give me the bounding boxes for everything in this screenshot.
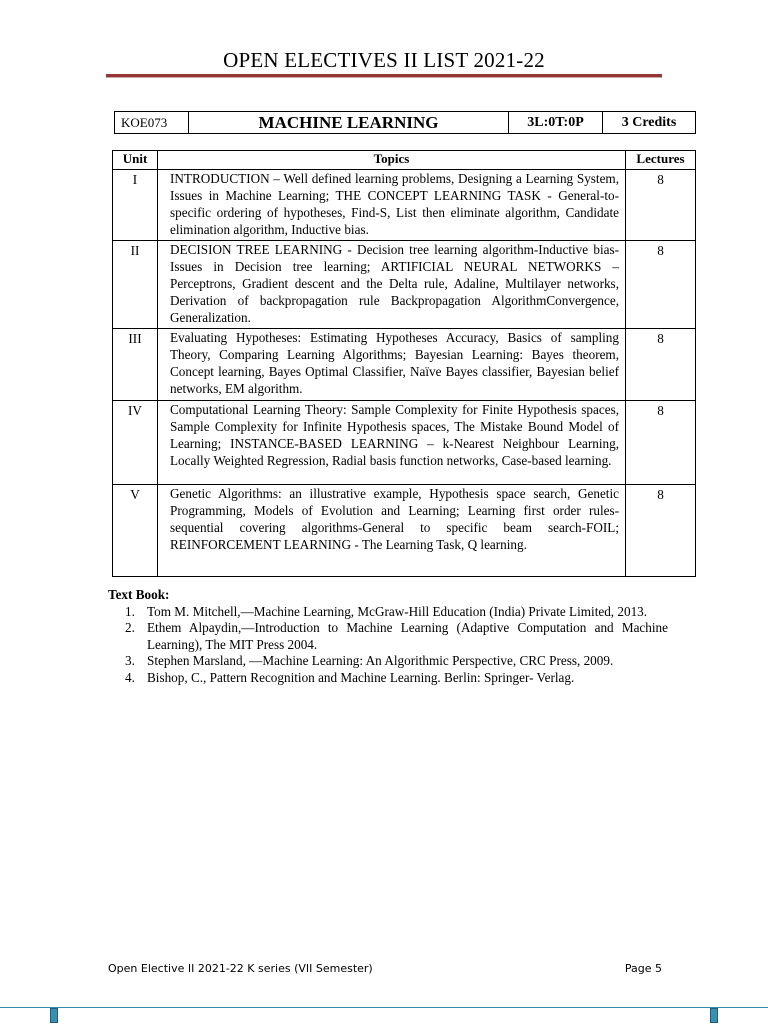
course-name: MACHINE LEARNING: [189, 112, 509, 134]
left-corner-mark: [50, 1008, 58, 1023]
right-corner-mark: [710, 1008, 718, 1023]
list-item-number: 4.: [125, 669, 135, 685]
unit-lectures: 8: [626, 401, 696, 485]
footer-divider: [0, 1007, 768, 1008]
title-divider: [106, 74, 662, 78]
list-item-text: Stephen Marsland, ―Machine Learning: An Algorithmic Perspective, CRC Press, 2009.: [147, 653, 614, 669]
textbook-list: [108, 604, 668, 687]
unit-topics: INTRODUCTION – Well defined learning problems, Designing a Learning System, Issues in Machine Learning; THE CONCEPT LEARNING TASK - General-to-specific ordering of hypotheses, Find-S, List then eliminate algorithm, Candidate elimination algorithm, Inductive bias.: [158, 170, 626, 241]
list-item-text: Ethem Alpaydin,―Introduction to Machine Learning (Adaptive Computation and Machine Learning), The MIT Press 2004.: [147, 620, 668, 652]
table-row: [113, 329, 696, 401]
unit-topics: Genetic Algorithms: an illustrative example, Hypothesis space search, Genetic Programming, Models of Evolution and Learning; Learning first order rules- sequential covering algorithms-General to specific beam search-FOIL; REINFORCEMENT LEARNING - The Learning Task, Q learning.: [158, 485, 626, 577]
list-item-number: 3.: [125, 653, 135, 669]
page-number: Page 5: [624, 962, 662, 975]
syllabus-table: [112, 150, 696, 577]
unit-topics: Evaluating Hypotheses: Estimating Hypotheses Accuracy, Basics of sampling Theory, Comparing Learning Algorithms; Bayesian Learning: Bayes theorem, Concept learning, Bayes Optimal Classifier, Naïve Bayes classifier, Bayesian belief networks, EM algorithm.: [158, 329, 626, 401]
column-header-lectures: Lectures: [626, 151, 696, 170]
list-item: [108, 620, 668, 653]
table-row: [113, 170, 696, 241]
course-info-table: [114, 111, 696, 134]
table-row: [113, 401, 696, 485]
course-code: KOE073: [115, 112, 189, 134]
unit-number: V: [113, 485, 158, 577]
footer-series: Open Elective II 2021-22 K series (VII Semester): [108, 962, 373, 975]
column-header-topics: Topics: [158, 151, 626, 170]
list-item-number: 2.: [125, 620, 135, 636]
course-credits: 3 Credits: [603, 112, 696, 134]
unit-lectures: 8: [626, 485, 696, 577]
unit-number: IV: [113, 401, 158, 485]
textbook-heading: Text Book:: [108, 587, 170, 602]
column-header-unit: Unit: [113, 151, 158, 170]
unit-topics: Computational Learning Theory: Sample Complexity for Finite Hypothesis spaces, Sample Complexity for Infinite Hypothesis spaces, The Mistake Bound Model of Learning; INSTANCE-BASED LEARNING – k-Nearest Neighbour Learning, Locally Weighted Regression, Radial basis function networks, Case-based learning.: [158, 401, 626, 485]
list-item: [108, 653, 668, 670]
course-ltp: 3L:0T:0P: [509, 112, 603, 134]
list-item-text: Bishop, C., Pattern Recognition and Machine Learning. Berlin: Springer- Verlag.: [147, 669, 575, 685]
list-item-text: Tom M. Mitchell,―Machine Learning, McGraw-Hill Education (India) Private Limited, 2013.: [147, 603, 648, 619]
table-row: [113, 485, 696, 577]
course-info-row: [115, 112, 696, 134]
table-row: [113, 241, 696, 329]
list-item: [108, 670, 668, 687]
unit-lectures: 8: [626, 241, 696, 329]
list-item-number: 1.: [125, 603, 135, 619]
unit-number: II: [113, 241, 158, 329]
unit-number: III: [113, 329, 158, 401]
page-title: OPEN ELECTIVES II LIST 2021-22: [223, 48, 545, 72]
list-item: [108, 604, 668, 621]
unit-lectures: 8: [626, 329, 696, 401]
textbook-section: [108, 587, 668, 687]
unit-lectures: 8: [626, 170, 696, 241]
unit-number: I: [113, 170, 158, 241]
syllabus-header-row: [113, 151, 696, 170]
unit-topics: DECISION TREE LEARNING - Decision tree learning algorithm-Inductive bias- Issues in Decision tree learning; ARTIFICIAL NEURAL NETWORKS – Perceptrons, Gradient descent and the Delta rule, Adaline, Multilayer networks, Derivation of backpropagation rule Backpropagation AlgorithmConvergence, Generalization.: [158, 241, 626, 329]
